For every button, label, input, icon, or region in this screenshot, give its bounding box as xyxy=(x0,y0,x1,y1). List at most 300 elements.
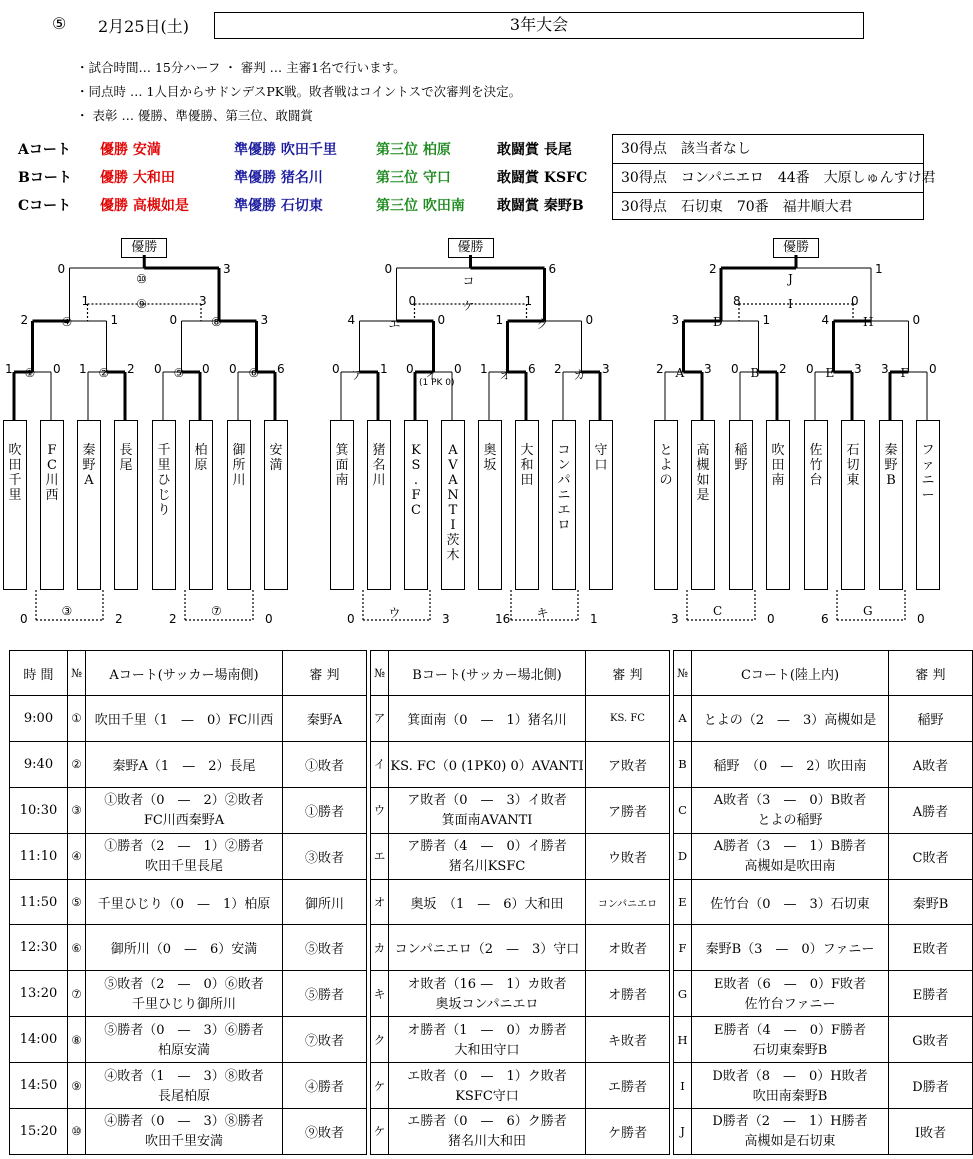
result-fight: 敢闘賞 秦野B xyxy=(497,198,584,214)
result-fight: 敢闘賞 長尾 xyxy=(497,142,572,158)
referee-cell: オ敗者 xyxy=(586,925,670,971)
score: 0 xyxy=(917,612,925,626)
match-mark: ケ xyxy=(462,299,475,313)
match-cell xyxy=(692,925,889,971)
match-no: ② xyxy=(68,741,86,787)
team-box xyxy=(40,420,64,590)
time-cell: 13:20 xyxy=(10,971,68,1017)
match-cell xyxy=(692,787,889,833)
header-ref: 審 判 xyxy=(586,651,670,696)
team-name: フ ァ ニ ー xyxy=(921,443,935,503)
referee-cell: ⑤勝者 xyxy=(283,971,367,1017)
match-result: 千里ひじり（0 — 1）柏原 xyxy=(97,896,271,912)
match-cell xyxy=(86,1017,283,1063)
winner-label: 優勝 xyxy=(121,238,167,258)
match-team-right: 守口 xyxy=(492,1088,519,1104)
team-box xyxy=(77,420,101,590)
match-no: オ xyxy=(371,879,389,925)
match-mark: H xyxy=(863,315,874,329)
score: 0 xyxy=(20,612,28,626)
match-cell xyxy=(389,1063,586,1109)
match-no: B xyxy=(674,741,692,787)
match-mark: キ xyxy=(536,606,549,620)
referee-cell: G敗者 xyxy=(889,1017,973,1063)
match-cell xyxy=(692,971,889,1017)
score: 1 xyxy=(590,612,598,626)
score: 1 xyxy=(480,362,488,376)
match-mark: カ xyxy=(573,368,586,382)
match-cell xyxy=(389,879,586,925)
referee-cell: C敗者 xyxy=(889,833,973,879)
referee-cell: 御所川 xyxy=(283,879,367,925)
points-row: 30得点 石切東 70番 福井順大君 xyxy=(613,192,923,221)
match-no: ① xyxy=(68,696,86,742)
match-result: ア勝者（4 — 0）イ勝者 xyxy=(407,839,567,855)
header-c-court: Cコート(陸上内) xyxy=(692,651,889,696)
team-name: 柏 原 xyxy=(194,443,208,473)
match-no: ⑤ xyxy=(68,879,86,925)
rule-line: ・同点時 … 1人目からサドンデスPK戦。敗者戦はコイントスで次審判を決定。 xyxy=(76,84,522,99)
match-result: ①敗者（0 — 2）②敗者 xyxy=(104,793,264,809)
match-result: D敗者（8 — 0）H敗者 xyxy=(712,1068,868,1084)
time-cell: 12:30 xyxy=(10,925,68,971)
referee-cell: コンパニエロ xyxy=(586,879,670,925)
referee-cell: D勝者 xyxy=(889,1063,973,1109)
pk-score: (1 PK 0) xyxy=(419,378,455,388)
score: 3 xyxy=(704,362,712,376)
referee-cell: ①敗者 xyxy=(283,741,367,787)
score: 6 xyxy=(528,362,536,376)
score: 3 xyxy=(671,313,680,327)
match-team-right: KSFC xyxy=(487,859,526,875)
score: 0 xyxy=(57,262,66,276)
result-court: Cコート xyxy=(18,198,72,214)
match-team-right: 大和田 xyxy=(487,1134,527,1150)
header-no: № xyxy=(674,651,692,696)
match-mark: J xyxy=(788,272,793,286)
team-box xyxy=(227,420,251,590)
score: 0 xyxy=(53,362,61,376)
score: 3 xyxy=(854,362,862,376)
referee-cell: KS. FC xyxy=(586,696,670,742)
score: 2 xyxy=(115,612,123,626)
team-name: 吹 田 南 xyxy=(771,443,785,488)
match-team-right: 秦野B xyxy=(791,1042,828,1058)
match-mark: エ xyxy=(388,317,401,331)
table-row xyxy=(10,879,973,925)
match-team-right: 守口 xyxy=(493,1042,520,1058)
match-no: J xyxy=(674,1109,692,1155)
team-name: 千 里 ひ じ り xyxy=(157,443,171,518)
score: 0 xyxy=(585,313,594,327)
match-cell xyxy=(389,971,586,1017)
team-box xyxy=(330,420,354,590)
match-no: キ xyxy=(371,971,389,1017)
match-cell xyxy=(86,741,283,787)
match-team-left: KSFC xyxy=(455,1088,493,1104)
score: 1 xyxy=(81,294,90,308)
team-name: 秦 野 A xyxy=(82,443,96,488)
referee-cell: ウ敗者 xyxy=(586,833,670,879)
match-cell xyxy=(692,1109,889,1155)
match-mark: E xyxy=(825,366,835,380)
match-mark: ① xyxy=(24,366,36,380)
table-row xyxy=(10,1017,973,1063)
match-cell xyxy=(692,1063,889,1109)
team-box xyxy=(114,420,138,590)
winner-label: 優勝 xyxy=(448,238,494,258)
match-mark: ⑦ xyxy=(211,604,222,618)
team-name: 大 和 田 xyxy=(520,443,534,488)
score: 0 xyxy=(731,362,739,376)
referee-cell: ⑦敗者 xyxy=(283,1017,367,1063)
team-name: 長 尾 xyxy=(119,443,133,473)
match-team-left: 石切東 xyxy=(752,1042,792,1058)
score: 2 xyxy=(169,612,177,626)
match-team-right: 長尾 xyxy=(197,859,224,875)
team-box xyxy=(879,420,903,590)
score: 3 xyxy=(199,294,207,308)
match-no: A xyxy=(674,696,692,742)
score: 1 xyxy=(762,313,771,327)
match-mark: ④ xyxy=(61,315,73,329)
match-no: カ xyxy=(371,925,389,971)
match-mark: ⑥ xyxy=(248,366,260,380)
table-row xyxy=(10,971,973,1017)
team-box xyxy=(691,420,715,590)
match-no: I xyxy=(674,1063,692,1109)
referee-cell: ③敗者 xyxy=(283,833,367,879)
match-result: A敗者（3 — 0）B敗者 xyxy=(713,793,867,809)
score: 1 xyxy=(110,313,119,327)
score: 3 xyxy=(881,362,889,376)
match-result: ④敗者（1 — 3）⑧敗者 xyxy=(104,1068,264,1084)
match-team-left: 猪名川 xyxy=(448,859,488,875)
team-box xyxy=(441,420,465,590)
time-cell: 9:00 xyxy=(10,696,68,742)
time-cell: 15:20 xyxy=(10,1109,68,1155)
match-mark: ③ xyxy=(61,604,73,618)
team-box xyxy=(729,420,753,590)
team-box xyxy=(404,420,428,590)
match-mark: ⑧ xyxy=(211,315,222,329)
table-row xyxy=(10,741,973,787)
match-result: コンパニエロ（2 — 3）守口 xyxy=(394,942,580,958)
match-no: ④ xyxy=(68,833,86,879)
match-team-left: 高槻如是 xyxy=(744,859,797,875)
score: 3 xyxy=(260,313,269,327)
match-mark: I xyxy=(788,297,793,311)
match-result: 箕面南（0 — 1）猪名川 xyxy=(407,712,567,728)
match-team-left: 吹田南 xyxy=(752,1088,792,1104)
team-box xyxy=(264,420,288,590)
match-cell xyxy=(86,787,283,833)
team-name: 佐 竹 台 xyxy=(809,443,823,488)
team-box xyxy=(654,420,678,590)
result-court: Bコート xyxy=(18,170,72,186)
match-mark: D xyxy=(713,315,723,329)
match-team-right: 稲野 xyxy=(796,813,823,829)
score: 3 xyxy=(223,262,231,276)
header-no: № xyxy=(371,651,389,696)
match-result: KS. FC（0 (1PK0) 0）AVANTI xyxy=(390,758,584,774)
match-no: ⑦ xyxy=(68,971,86,1017)
match-team-left: 佐竹台 xyxy=(744,996,784,1012)
match-team-left: FC川西 xyxy=(143,813,189,829)
team-box xyxy=(766,420,790,590)
match-team-right: 御所川 xyxy=(197,996,237,1012)
match-no: エ xyxy=(371,833,389,879)
score: 0 xyxy=(347,612,355,626)
match-result: ア敗者（0 — 3）イ敗者 xyxy=(407,793,567,809)
score: 3 xyxy=(602,362,610,376)
match-mark: ク xyxy=(536,317,549,331)
result-third: 第三位 吹田南 xyxy=(376,198,465,214)
points-row: 30得点 コンパニエロ 44番 大原しゅんすけ君 xyxy=(613,163,923,192)
match-cell xyxy=(86,833,283,879)
time-cell: 9:40 xyxy=(10,741,68,787)
match-no: ケ xyxy=(371,1109,389,1155)
header-a-court: Aコート(サッカー場南側) xyxy=(86,651,283,696)
score: 4 xyxy=(821,313,830,327)
score: 0 xyxy=(912,313,921,327)
referee-cell: オ勝者 xyxy=(586,971,670,1017)
result-fight: 敢闘賞 KSFC xyxy=(497,170,588,186)
referee-cell: I敗者 xyxy=(889,1109,973,1155)
team-box xyxy=(367,420,391,590)
match-result: ⑤敗者（2 — 0）⑥敗者 xyxy=(104,976,264,992)
score: 4 xyxy=(347,313,356,327)
referee-cell: ア勝者 xyxy=(586,787,670,833)
match-mark: コ xyxy=(462,274,475,288)
team-name: コ ン パ ニ エ ロ xyxy=(557,443,571,533)
result-champ: 優勝 高槻如是 xyxy=(100,198,189,214)
team-name: A V A N T I 茨 木 xyxy=(446,443,460,563)
team-name: 秦 野 B xyxy=(884,443,898,488)
match-cell xyxy=(389,1109,586,1155)
score: 2 xyxy=(20,313,29,327)
score: 1 xyxy=(5,362,13,376)
match-team-right: AVANTI xyxy=(480,813,533,829)
referee-cell: 稲野 xyxy=(889,696,973,742)
match-cell xyxy=(389,696,586,742)
match-team-left: 大和田 xyxy=(454,1042,494,1058)
time-cell: 11:50 xyxy=(10,879,68,925)
score: 0 xyxy=(437,313,446,327)
score: 6 xyxy=(548,262,557,276)
team-name: 猪 名 川 xyxy=(372,443,386,488)
referee-cell: ア敗者 xyxy=(586,741,670,787)
match-no: D xyxy=(674,833,692,879)
match-result: D勝者（2 — 1）H勝者 xyxy=(712,1114,868,1130)
match-result: 御所川（0 — 6）安満 xyxy=(110,942,258,958)
section-number: ⑤ xyxy=(52,14,67,33)
score: 2 xyxy=(127,362,135,376)
winner-label: 優勝 xyxy=(773,238,819,258)
match-result: 佐竹台（0 — 3）石切東 xyxy=(710,896,870,912)
team-box xyxy=(841,420,865,590)
referee-cell: 秦野B xyxy=(889,879,973,925)
score: 1 xyxy=(524,294,533,308)
match-cell xyxy=(86,1063,283,1109)
match-mark: ⑨ xyxy=(136,297,148,311)
match-team-right: 秦野A xyxy=(188,813,225,829)
match-team-left: 吹田千里 xyxy=(144,1134,197,1150)
result-champ: 優勝 安満 xyxy=(100,142,161,158)
table-row xyxy=(10,833,973,879)
match-result: 吹田千里（1 — 0）FC川西 xyxy=(94,712,274,728)
result-third: 第三位 柏原 xyxy=(376,142,451,158)
match-mark: ⑤ xyxy=(173,366,185,380)
team-name: 吹 田 千 里 xyxy=(8,443,22,503)
score: 0 xyxy=(767,612,775,626)
match-no: G xyxy=(674,971,692,1017)
referee-cell: ケ勝者 xyxy=(586,1109,670,1155)
score: 0 xyxy=(851,294,859,308)
referee-cell: E敗者 xyxy=(889,925,973,971)
score: 0 xyxy=(229,362,237,376)
score: 0 xyxy=(806,362,814,376)
match-result: 秦野B（3 — 0）ファニー xyxy=(705,942,875,958)
match-mark: オ xyxy=(499,368,512,382)
match-no: F xyxy=(674,925,692,971)
match-result: エ敗者（0 — 1）ク敗者 xyxy=(407,1068,567,1084)
header-b-court: Bコート(サッカー場北側) xyxy=(389,651,586,696)
team-box xyxy=(515,420,539,590)
team-box xyxy=(804,420,828,590)
match-no: ⑩ xyxy=(68,1109,86,1155)
match-result: オ敗者（16 — 1）カ敗者 xyxy=(407,976,567,992)
score: 1 xyxy=(79,362,87,376)
match-mark: G xyxy=(863,604,873,618)
referee-cell: A勝者 xyxy=(889,787,973,833)
points-row: 30得点 該当者なし xyxy=(621,141,751,157)
match-result: とよの（2 — 3）高槻如是 xyxy=(703,712,877,728)
match-result: オ勝者（1 — 0）カ勝者 xyxy=(407,1022,567,1038)
match-cell xyxy=(86,971,283,1017)
score: 3 xyxy=(671,612,679,626)
match-cell xyxy=(692,833,889,879)
match-no: H xyxy=(674,1017,692,1063)
match-no: E xyxy=(674,879,692,925)
team-box xyxy=(916,420,940,590)
match-no: ウ xyxy=(371,787,389,833)
score: 0 xyxy=(384,262,393,276)
match-team-right: 安満 xyxy=(184,1042,211,1058)
time-cell: 11:10 xyxy=(10,833,68,879)
match-no: ⑥ xyxy=(68,925,86,971)
match-cell xyxy=(389,787,586,833)
match-cell xyxy=(86,696,283,742)
match-mark: ア xyxy=(351,368,364,382)
rule-line: ・ 表彰 … 優勝、準優勝、第三位、敢闘賞 xyxy=(76,108,313,123)
match-cell xyxy=(86,1109,283,1155)
score: 0 xyxy=(406,362,414,376)
table-row xyxy=(10,696,973,742)
team-name: 安 満 xyxy=(269,443,283,473)
table-row xyxy=(10,1109,973,1155)
match-mark: A xyxy=(675,366,685,380)
team-name: と よ の xyxy=(659,443,673,488)
team-name: 奥 坂 xyxy=(483,443,497,473)
match-mark: F xyxy=(900,366,909,380)
referee-cell: E勝者 xyxy=(889,971,973,1017)
match-result: E敗者（6 — 0）F敗者 xyxy=(713,976,867,992)
match-result: A勝者（3 — 1）B勝者 xyxy=(713,839,867,855)
match-no: ⑨ xyxy=(68,1063,86,1109)
match-result: ①勝者（2 — 1）②勝者 xyxy=(104,839,264,855)
match-team-right: 柏原 xyxy=(184,1088,211,1104)
score: 2 xyxy=(656,362,664,376)
result-runner: 準優勝 吹田千里 xyxy=(234,142,337,158)
match-result: 奥坂 （1 — 6）大和田 xyxy=(410,896,564,912)
score: 0 xyxy=(265,612,273,626)
time-cell: 14:00 xyxy=(10,1017,68,1063)
team-name: 高 槻 如 是 xyxy=(696,443,710,503)
match-mark: ⑩ xyxy=(136,272,148,286)
match-result: ⑤勝者（0 — 3）⑥勝者 xyxy=(104,1022,264,1038)
match-no: ケ xyxy=(371,1063,389,1109)
page-title: 3年大会 xyxy=(214,12,864,39)
match-team-left: 高槻如是 xyxy=(744,1134,797,1150)
match-cell xyxy=(692,696,889,742)
time-cell: 14:50 xyxy=(10,1063,68,1109)
match-result: 稲野 （0 — 2）吹田南 xyxy=(713,758,867,774)
match-mark: イ xyxy=(425,368,438,382)
match-team-right: コンパニエロ xyxy=(461,996,539,1012)
match-no: イ xyxy=(371,741,389,787)
match-no: ア xyxy=(371,696,389,742)
score: 1 xyxy=(495,313,504,327)
schedule-table xyxy=(9,650,973,1155)
match-result: 秦野A（1 — 2）長尾 xyxy=(112,758,256,774)
referee-cell: キ敗者 xyxy=(586,1017,670,1063)
header-time: 時 間 xyxy=(10,651,68,696)
team-name: 箕 面 南 xyxy=(335,443,349,488)
match-team-right: 秦野B xyxy=(791,1088,828,1104)
match-team-left: 箕面南 xyxy=(441,813,481,829)
match-cell xyxy=(692,1017,889,1063)
header-ref: 審 判 xyxy=(889,651,973,696)
referee-cell: エ勝者 xyxy=(586,1063,670,1109)
score: 0 xyxy=(408,294,417,308)
match-mark: ウ xyxy=(388,606,401,620)
match-team-right: 安満 xyxy=(197,1134,224,1150)
result-third: 第三位 守口 xyxy=(376,170,451,186)
match-team-left: 猪名川 xyxy=(447,1134,487,1150)
match-team-right: ファニー xyxy=(783,996,836,1012)
match-result: エ勝者（0 — 6）ク勝者 xyxy=(407,1114,567,1130)
match-cell xyxy=(389,741,586,787)
result-runner: 準優勝 猪名川 xyxy=(234,170,323,186)
score: 0 xyxy=(929,362,937,376)
match-cell xyxy=(86,879,283,925)
match-cell xyxy=(389,833,586,879)
score: 3 xyxy=(442,612,450,626)
match-no: ⑧ xyxy=(68,1017,86,1063)
score: 16 xyxy=(495,612,511,626)
score: 0 xyxy=(454,362,462,376)
match-result: E勝者（4 — 0）F勝者 xyxy=(713,1022,867,1038)
header-no: № xyxy=(68,651,86,696)
team-name: K S . F C xyxy=(411,443,421,518)
match-cell xyxy=(86,925,283,971)
team-box xyxy=(152,420,176,590)
time-cell: 10:30 xyxy=(10,787,68,833)
referee-cell: ①勝者 xyxy=(283,787,367,833)
referee-cell: A敗者 xyxy=(889,741,973,787)
rule-line: ・試合時間… 15分ハーフ ・ 審判 … 主審1名で行います。 xyxy=(76,60,406,75)
